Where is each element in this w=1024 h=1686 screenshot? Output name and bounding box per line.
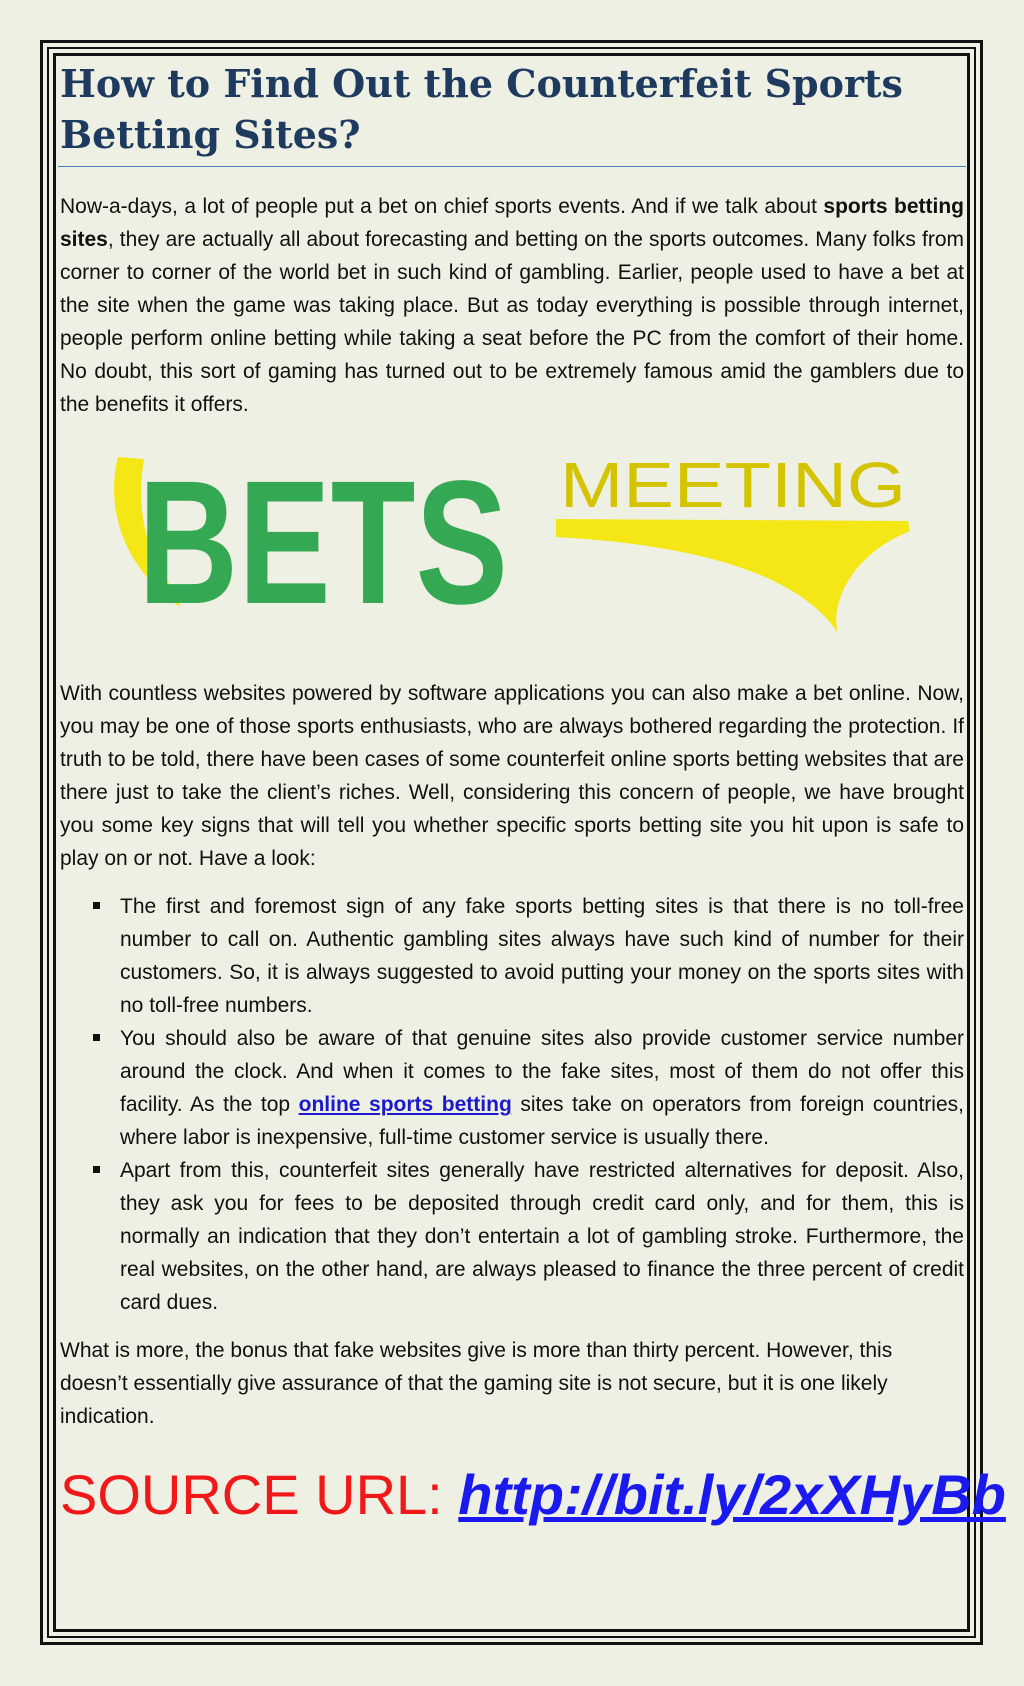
bullet-square-icon (93, 1166, 100, 1173)
closing-paragraph: What is more, the bonus that fake websites give is more than thirty percent. However, this doesn’t essentially give assurance of that the gaming site is not secure, but it is one likely indication. (60, 1339, 893, 1428)
bets-meeting-logo (60, 435, 964, 677)
warning-signs-list (60, 890, 964, 1319)
intro-paragraph (60, 190, 964, 421)
source-label: SOURCE URL: (60, 1463, 459, 1526)
bullet-square-icon (93, 1034, 100, 1041)
intro-bold-phrase: sports betting sites (60, 195, 965, 251)
title-divider (58, 166, 966, 167)
list-item-text-end: sites take on operators from foreign countries, where labor is inexpensive, full-time customer service is usually there. (120, 1093, 964, 1149)
online-sports-betting-link[interactable]: online sports betting (298, 1093, 512, 1116)
list-item-text: The first and foremost sign of any fake sports betting sites is that there is no toll-free number to call on. Authentic gambling sites always have such kind of number for their customers. So, it is always suggested to avoid putting your money on the sports sites with no toll-free numbers. (120, 895, 964, 1017)
intro-text-start: Now-a-days, a lot of people put a bet on chief sports events. And if we talk about (60, 195, 824, 218)
logo-graphic (60, 435, 964, 677)
body-paragraph-2: With countless websites powered by software applications you can also make a bet online. Now, you may be one of those sports enthusiasts, who are always bothered regarding the protection. If truth to be told, there have been cases of some counterfeit online sports betting websites that are there just to take the client’s riches. Well, considering this concern of people, we have brought you some key signs that will tell you whether specific sports betting site you hit upon is safe to play on or not. Have a look: (60, 682, 964, 870)
logo-yellow-wedge (556, 519, 910, 633)
bullet-square-icon (93, 902, 100, 909)
source-url-link[interactable]: http://bit.ly/2xXHyBb (458, 1463, 1006, 1526)
logo-word-meeting: MEETING (560, 449, 906, 521)
list-item (60, 1022, 964, 1154)
list-item (60, 890, 964, 1022)
article (60, 58, 964, 1433)
list-item-text: Apart from this, counterfeit sites generally have restricted alternatives for deposit. Also, they ask you for fees to be deposited through credit card only, and for them, this is normally an indication that they don’t entertain a lot of gambling stroke. Furthermore, the real websites, on the other hand, are always pleased to finance the three percent of credit card dues. (120, 1159, 964, 1314)
intro-text-end: , they are actually all about forecasting and betting on the sports outcomes. Many folks from corner to corner of the world bet in such kind of gambling. Earlier, people used to have a bet at the site when the game was taking place. But as today everything is possible through internet, people perform online betting while taking a seat before the PC from the comfort of their home. No doubt, this sort of gaming has turned out to be extremely famous amid the gamblers due to the benefits it offers. (60, 228, 964, 416)
logo-word-bets: BETS (138, 445, 508, 641)
list-item (60, 1154, 964, 1319)
source-line (60, 1462, 1006, 1528)
list-item-text: You should also be aware of that genuine sites also provide customer service number around the clock. And when it comes to the fake sites, most of them do not offer this facility. As the top (120, 1027, 964, 1116)
article-title: How to Find Out the Counterfeit Sports Betting Sites? (60, 61, 903, 157)
